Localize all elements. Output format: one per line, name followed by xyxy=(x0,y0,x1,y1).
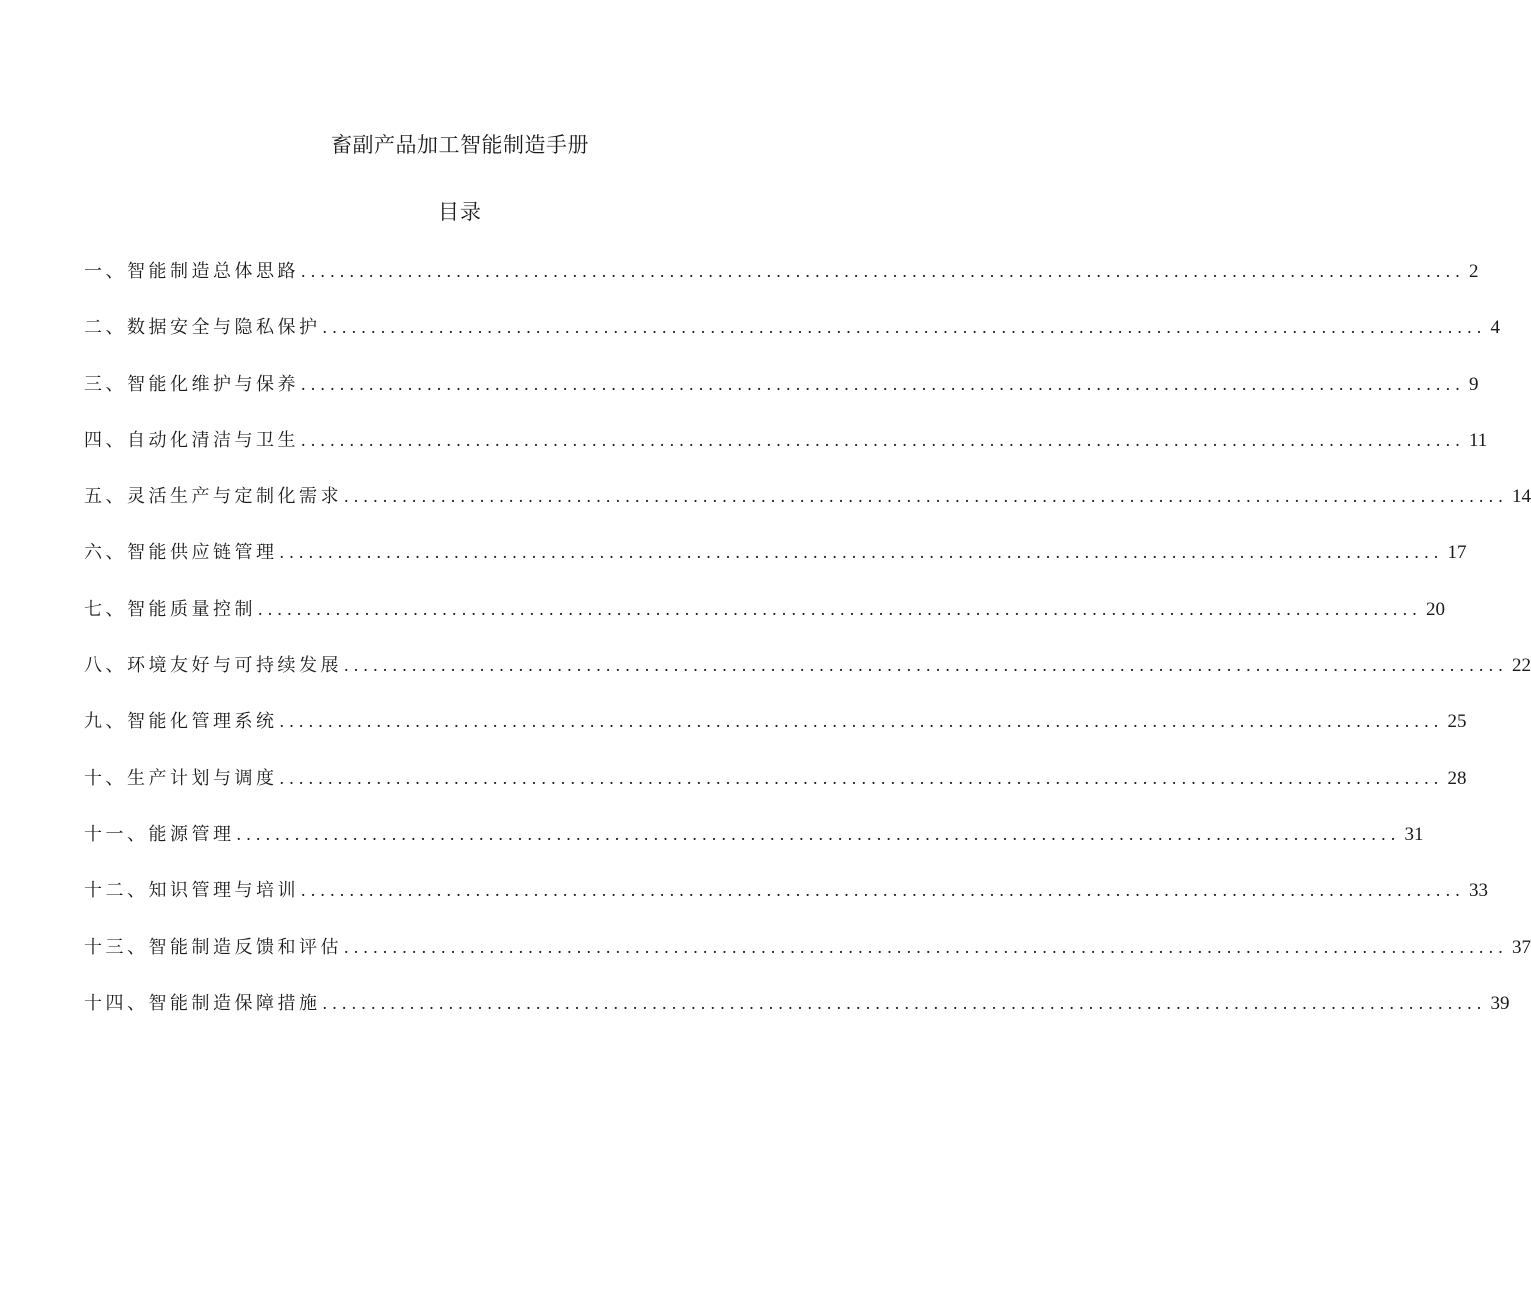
toc-entry-page: 33 xyxy=(1469,880,1488,902)
toc-entry-page: 37 xyxy=(1512,936,1531,958)
toc-entry-page: 4 xyxy=(1490,317,1500,339)
toc-entry-label: 六、智能供应链管理 xyxy=(84,542,278,564)
toc-entry-label: 九、智能化管理系统 xyxy=(84,711,278,733)
toc-dot-leader: ........................................................................................................................ xyxy=(301,261,1465,281)
toc-dot-leader: ........................................................................................................................ xyxy=(279,711,1444,732)
toc-entry-label: 七、智能质量控制 xyxy=(84,598,256,620)
toc-entry-page: 2 xyxy=(1469,261,1479,282)
toc-dot-leader: ........................................................................................................................ xyxy=(301,429,1465,450)
toc-entry[interactable] xyxy=(84,594,1445,650)
toc-heading: 目录 xyxy=(438,200,482,224)
toc-entry-label: 八、环境友好与可持续发展 xyxy=(84,655,342,677)
toc-entry[interactable] xyxy=(84,537,1467,593)
toc-dot-leader: ........................................................................................................................ xyxy=(279,542,1444,563)
toc-dot-leader: ........................................................................................................................ xyxy=(344,936,1508,957)
toc-entry[interactable] xyxy=(84,312,1500,368)
toc-entry-label: 十一、能源管理 xyxy=(84,823,235,845)
toc-entry[interactable] xyxy=(84,369,1479,425)
toc-entry-label: 十、生产计划与调度 xyxy=(84,767,278,789)
toc-entry-page: 11 xyxy=(1469,429,1488,451)
toc-entry-page: 25 xyxy=(1447,711,1467,733)
toc-entry-page: 14 xyxy=(1512,486,1531,508)
toc-entry[interactable] xyxy=(84,988,1510,1044)
table-of-contents xyxy=(84,256,1531,1044)
toc-entry[interactable] xyxy=(84,763,1467,819)
toc-dot-leader: ........................................................................................................................ xyxy=(236,823,1401,844)
toc-entry[interactable] xyxy=(84,875,1488,931)
toc-dot-leader: ........................................................................................................................ xyxy=(301,373,1465,394)
toc-entry-page: 39 xyxy=(1490,992,1510,1014)
toc-entry[interactable] xyxy=(84,425,1488,481)
toc-entry-label: 五、灵活生产与定制化需求 xyxy=(84,486,342,508)
toc-entry-page: 28 xyxy=(1447,767,1467,789)
toc-entry[interactable] xyxy=(84,650,1531,706)
toc-entry-page: 17 xyxy=(1447,542,1467,564)
toc-entry-label: 一、智能制造总体思路 xyxy=(84,261,299,282)
toc-entry-page: 20 xyxy=(1426,598,1445,620)
toc-dot-leader: ........................................................................................................................ xyxy=(344,655,1508,676)
toc-entry-page: 22 xyxy=(1512,655,1531,677)
toc-entry-label: 十三、智能制造反馈和评估 xyxy=(84,936,342,958)
toc-entry[interactable] xyxy=(84,481,1531,537)
toc-entry-page: 31 xyxy=(1404,823,1424,845)
toc-entry-label: 十四、智能制造保障措施 xyxy=(84,992,321,1014)
toc-entry-label: 三、智能化维护与保养 xyxy=(84,373,299,395)
toc-dot-leader: ........................................................................................................................ xyxy=(258,598,1422,619)
toc-dot-leader: ........................................................................................................................ xyxy=(322,992,1487,1013)
toc-dot-leader: ........................................................................................................................ xyxy=(279,767,1444,788)
toc-dot-leader: ........................................................................................................................ xyxy=(344,486,1508,507)
toc-entry[interactable] xyxy=(84,256,1479,312)
toc-entry-label: 十二、知识管理与培训 xyxy=(84,880,299,902)
toc-entry-page: 9 xyxy=(1469,373,1479,395)
toc-entry[interactable] xyxy=(84,932,1531,988)
toc-entry-label: 二、数据安全与隐私保护 xyxy=(84,317,321,339)
toc-entry[interactable] xyxy=(84,819,1424,875)
toc-dot-leader: ........................................................................................................................ xyxy=(301,880,1465,901)
toc-entry[interactable] xyxy=(84,706,1467,762)
toc-dot-leader: ........................................................................................................................ xyxy=(322,317,1487,338)
toc-entry-label: 四、自动化清洁与卫生 xyxy=(84,429,299,451)
document-title: 畜副产品加工智能制造手册 xyxy=(331,133,589,157)
